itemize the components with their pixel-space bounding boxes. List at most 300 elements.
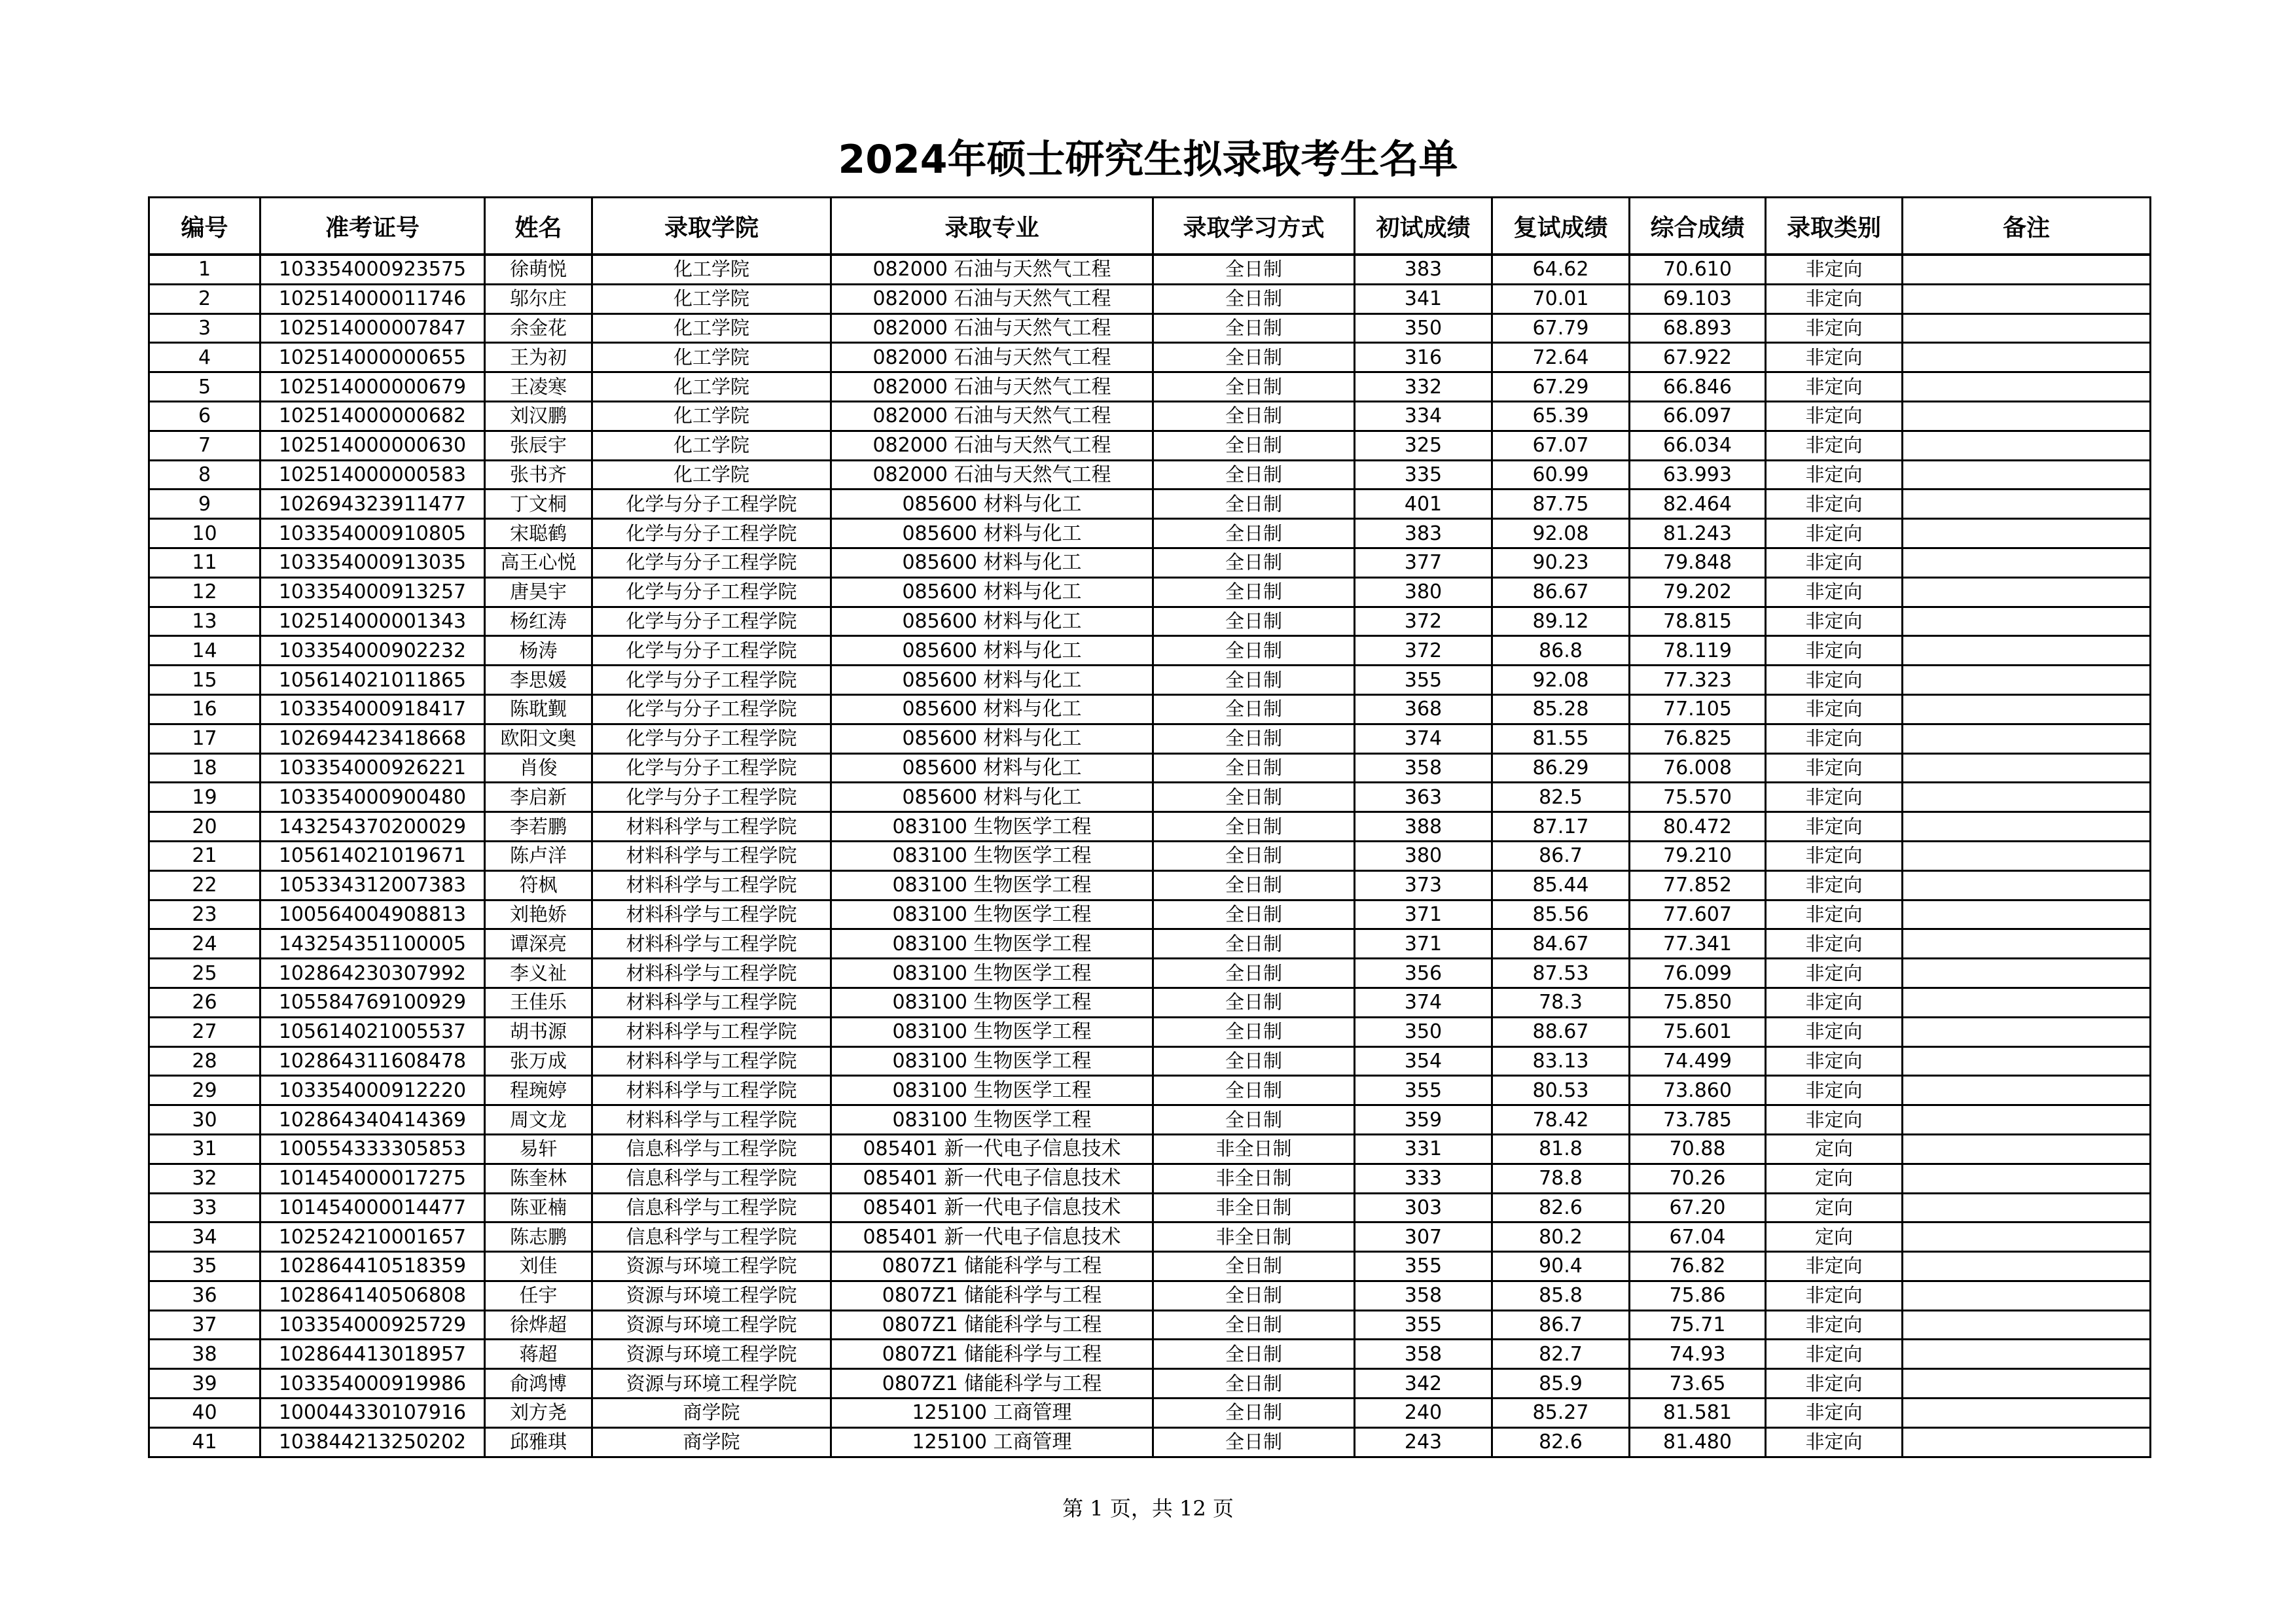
cell-number: 16 — [149, 694, 260, 724]
cell-remarks — [1903, 1310, 2151, 1340]
cell-number: 34 — [149, 1222, 260, 1252]
cell-college: 化工学院 — [592, 343, 831, 372]
table-row — [149, 783, 2151, 812]
cell-exam-id: 102514000000655 — [260, 343, 485, 372]
cell-exam-id: 101454000014477 — [260, 1193, 485, 1222]
cell-remarks — [1903, 1340, 2151, 1369]
cell-initial-score: 380 — [1355, 577, 1492, 607]
header-col-remarks: 备注 — [1903, 198, 2151, 255]
cell-exam-id: 101454000017275 — [260, 1164, 485, 1193]
cell-major: 085401 新一代电子信息技术 — [831, 1164, 1153, 1193]
table-row — [149, 284, 2151, 313]
cell-major: 082000 石油与天然气工程 — [831, 431, 1153, 460]
table-header-row — [149, 198, 2151, 255]
cell-exam-id: 103354000910805 — [260, 519, 485, 548]
cell-name: 高王心悦 — [485, 548, 592, 577]
cell-initial-score: 383 — [1355, 255, 1492, 284]
cell-total-score: 74.499 — [1630, 1046, 1766, 1076]
cell-study-mode: 全日制 — [1153, 490, 1355, 519]
cell-number: 37 — [149, 1310, 260, 1340]
cell-remarks — [1903, 1193, 2151, 1222]
cell-major: 083100 生物医学工程 — [831, 1076, 1153, 1105]
cell-study-mode: 全日制 — [1153, 870, 1355, 900]
table-row — [149, 1017, 2151, 1046]
table-row — [149, 929, 2151, 959]
cell-admission-type: 定向 — [1766, 1193, 1903, 1222]
cell-college: 化学与分子工程学院 — [592, 724, 831, 753]
cell-major: 0807Z1 储能科学与工程 — [831, 1340, 1153, 1369]
cell-study-mode: 全日制 — [1153, 1252, 1355, 1281]
cell-retest-score: 78.3 — [1492, 988, 1630, 1017]
cell-college: 化工学院 — [592, 313, 831, 343]
cell-total-score: 68.893 — [1630, 313, 1766, 343]
cell-major: 125100 工商管理 — [831, 1399, 1153, 1428]
cell-admission-type: 非定向 — [1766, 959, 1903, 988]
cell-retest-score: 78.8 — [1492, 1164, 1630, 1193]
cell-name: 杨涛 — [485, 636, 592, 666]
cell-college: 资源与环境工程学院 — [592, 1340, 831, 1369]
cell-admission-type: 非定向 — [1766, 284, 1903, 313]
cell-major: 082000 石油与天然气工程 — [831, 460, 1153, 490]
table-row — [149, 1369, 2151, 1399]
cell-initial-score: 372 — [1355, 607, 1492, 636]
cell-name: 李思媛 — [485, 666, 592, 695]
cell-remarks — [1903, 666, 2151, 695]
cell-name: 邱雅琪 — [485, 1427, 592, 1457]
table-body — [149, 255, 2151, 1457]
cell-number: 38 — [149, 1340, 260, 1369]
cell-name: 李义祉 — [485, 959, 592, 988]
cell-college: 化学与分子工程学院 — [592, 636, 831, 666]
cell-number: 25 — [149, 959, 260, 988]
cell-exam-id: 103354000926221 — [260, 753, 485, 783]
cell-major: 083100 生物医学工程 — [831, 1017, 1153, 1046]
cell-exam-id: 102864140506808 — [260, 1281, 485, 1310]
cell-admission-type: 非定向 — [1766, 255, 1903, 284]
cell-retest-score: 86.7 — [1492, 1310, 1630, 1340]
cell-college: 资源与环境工程学院 — [592, 1369, 831, 1399]
cell-name: 王为初 — [485, 343, 592, 372]
cell-college: 材料科学与工程学院 — [592, 929, 831, 959]
cell-exam-id: 103354000912220 — [260, 1076, 485, 1105]
cell-total-score: 75.86 — [1630, 1281, 1766, 1310]
cell-exam-id: 105614021019671 — [260, 841, 485, 870]
cell-number: 26 — [149, 988, 260, 1017]
cell-study-mode: 全日制 — [1153, 519, 1355, 548]
cell-college: 化学与分子工程学院 — [592, 548, 831, 577]
cell-major: 085600 材料与化工 — [831, 607, 1153, 636]
cell-retest-score: 80.53 — [1492, 1076, 1630, 1105]
cell-number: 8 — [149, 460, 260, 490]
cell-number: 3 — [149, 313, 260, 343]
cell-study-mode: 全日制 — [1153, 401, 1355, 431]
cell-initial-score: 363 — [1355, 783, 1492, 812]
cell-admission-type: 非定向 — [1766, 1281, 1903, 1310]
cell-college: 材料科学与工程学院 — [592, 959, 831, 988]
cell-retest-score: 87.17 — [1492, 812, 1630, 842]
cell-exam-id: 103354000902232 — [260, 636, 485, 666]
cell-name: 张书齐 — [485, 460, 592, 490]
cell-total-score: 67.922 — [1630, 343, 1766, 372]
cell-major: 085600 材料与化工 — [831, 724, 1153, 753]
cell-name: 王佳乐 — [485, 988, 592, 1017]
cell-initial-score: 377 — [1355, 548, 1492, 577]
cell-retest-score: 92.08 — [1492, 666, 1630, 695]
cell-admission-type: 定向 — [1766, 1134, 1903, 1164]
header-col-major: 录取专业 — [831, 198, 1153, 255]
cell-total-score: 77.852 — [1630, 870, 1766, 900]
cell-remarks — [1903, 1076, 2151, 1105]
cell-major: 082000 石油与天然气工程 — [831, 255, 1153, 284]
cell-total-score: 76.825 — [1630, 724, 1766, 753]
table-row — [149, 255, 2151, 284]
cell-number: 39 — [149, 1369, 260, 1399]
cell-initial-score: 350 — [1355, 1017, 1492, 1046]
cell-exam-id: 102514000011746 — [260, 284, 485, 313]
cell-exam-id: 100044330107916 — [260, 1399, 485, 1428]
cell-college: 商学院 — [592, 1399, 831, 1428]
cell-major: 0807Z1 储能科学与工程 — [831, 1281, 1153, 1310]
cell-number: 33 — [149, 1193, 260, 1222]
cell-initial-score: 401 — [1355, 490, 1492, 519]
cell-retest-score: 85.44 — [1492, 870, 1630, 900]
cell-retest-score: 67.79 — [1492, 313, 1630, 343]
table-row — [149, 1281, 2151, 1310]
cell-initial-score: 356 — [1355, 959, 1492, 988]
table-row — [149, 988, 2151, 1017]
cell-college: 化学与分子工程学院 — [592, 519, 831, 548]
cell-number: 20 — [149, 812, 260, 842]
cell-college: 信息科学与工程学院 — [592, 1193, 831, 1222]
table-row — [149, 812, 2151, 842]
cell-number: 6 — [149, 401, 260, 431]
cell-initial-score: 371 — [1355, 929, 1492, 959]
cell-name: 肖俊 — [485, 753, 592, 783]
cell-major: 083100 生物医学工程 — [831, 959, 1153, 988]
cell-college: 材料科学与工程学院 — [592, 1046, 831, 1076]
cell-major: 085600 材料与化工 — [831, 783, 1153, 812]
cell-study-mode: 全日制 — [1153, 900, 1355, 929]
cell-retest-score: 88.67 — [1492, 1017, 1630, 1046]
cell-major: 085600 材料与化工 — [831, 519, 1153, 548]
cell-exam-id: 102514000000682 — [260, 401, 485, 431]
cell-total-score: 70.88 — [1630, 1134, 1766, 1164]
header-col-number: 编号 — [149, 198, 260, 255]
cell-exam-id: 102864340414369 — [260, 1105, 485, 1135]
cell-total-score: 75.850 — [1630, 988, 1766, 1017]
cell-major: 083100 生物医学工程 — [831, 988, 1153, 1017]
cell-initial-score: 240 — [1355, 1399, 1492, 1428]
cell-college: 化工学院 — [592, 255, 831, 284]
cell-total-score: 76.008 — [1630, 753, 1766, 783]
cell-total-score: 73.65 — [1630, 1369, 1766, 1399]
cell-name: 蒋超 — [485, 1340, 592, 1369]
cell-retest-score: 86.7 — [1492, 841, 1630, 870]
cell-remarks — [1903, 548, 2151, 577]
cell-admission-type: 非定向 — [1766, 401, 1903, 431]
cell-major: 0807Z1 储能科学与工程 — [831, 1369, 1153, 1399]
cell-exam-id: 143254351100005 — [260, 929, 485, 959]
header-col-total-score: 综合成绩 — [1630, 198, 1766, 255]
cell-name: 唐昊宇 — [485, 577, 592, 607]
cell-admission-type: 非定向 — [1766, 372, 1903, 402]
cell-exam-id: 105584769100929 — [260, 988, 485, 1017]
cell-study-mode: 全日制 — [1153, 694, 1355, 724]
cell-remarks — [1903, 431, 2151, 460]
cell-remarks — [1903, 841, 2151, 870]
cell-admission-type: 非定向 — [1766, 1427, 1903, 1457]
cell-number: 10 — [149, 519, 260, 548]
cell-initial-score: 316 — [1355, 343, 1492, 372]
cell-study-mode: 全日制 — [1153, 1076, 1355, 1105]
cell-retest-score: 90.23 — [1492, 548, 1630, 577]
cell-exam-id: 103354000918417 — [260, 694, 485, 724]
cell-name: 刘汉鹏 — [485, 401, 592, 431]
table-row — [149, 372, 2151, 402]
cell-major: 085600 材料与化工 — [831, 490, 1153, 519]
cell-remarks — [1903, 255, 2151, 284]
cell-total-score: 77.105 — [1630, 694, 1766, 724]
cell-college: 信息科学与工程学院 — [592, 1134, 831, 1164]
cell-admission-type: 非定向 — [1766, 519, 1903, 548]
cell-number: 5 — [149, 372, 260, 402]
cell-exam-id: 105614021011865 — [260, 666, 485, 695]
cell-exam-id: 105334312007383 — [260, 870, 485, 900]
cell-initial-score: 380 — [1355, 841, 1492, 870]
cell-exam-id: 102514000001343 — [260, 607, 485, 636]
cell-retest-score: 67.29 — [1492, 372, 1630, 402]
cell-initial-score: 332 — [1355, 372, 1492, 402]
cell-name: 陈亚楠 — [485, 1193, 592, 1222]
cell-total-score: 82.464 — [1630, 490, 1766, 519]
cell-name: 俞鸿博 — [485, 1369, 592, 1399]
cell-remarks — [1903, 724, 2151, 753]
cell-remarks — [1903, 1399, 2151, 1428]
cell-name: 邬尔庄 — [485, 284, 592, 313]
cell-study-mode: 全日制 — [1153, 1017, 1355, 1046]
cell-study-mode: 全日制 — [1153, 636, 1355, 666]
cell-total-score: 66.846 — [1630, 372, 1766, 402]
page-footer: 第 1 页，共 12 页 — [1062, 1496, 1234, 1521]
cell-initial-score: 355 — [1355, 1076, 1492, 1105]
cell-major: 082000 石油与天然气工程 — [831, 313, 1153, 343]
cell-study-mode: 全日制 — [1153, 959, 1355, 988]
cell-college: 商学院 — [592, 1427, 831, 1457]
cell-remarks — [1903, 577, 2151, 607]
cell-remarks — [1903, 1281, 2151, 1310]
cell-initial-score: 355 — [1355, 1310, 1492, 1340]
cell-major: 0807Z1 储能科学与工程 — [831, 1310, 1153, 1340]
cell-remarks — [1903, 1046, 2151, 1076]
cell-study-mode: 非全日制 — [1153, 1134, 1355, 1164]
cell-total-score: 70.610 — [1630, 255, 1766, 284]
cell-total-score: 79.210 — [1630, 841, 1766, 870]
table-row — [149, 431, 2151, 460]
cell-college: 化学与分子工程学院 — [592, 666, 831, 695]
cell-initial-score: 333 — [1355, 1164, 1492, 1193]
cell-number: 17 — [149, 724, 260, 753]
table-row — [149, 1310, 2151, 1340]
cell-study-mode: 全日制 — [1153, 753, 1355, 783]
cell-number: 21 — [149, 841, 260, 870]
cell-exam-id: 102514000000679 — [260, 372, 485, 402]
table-row — [149, 548, 2151, 577]
cell-study-mode: 全日制 — [1153, 372, 1355, 402]
cell-major: 082000 石油与天然气工程 — [831, 401, 1153, 431]
cell-number: 11 — [149, 548, 260, 577]
cell-number: 13 — [149, 607, 260, 636]
header-col-college: 录取学院 — [592, 198, 831, 255]
cell-exam-id: 102524210001657 — [260, 1222, 485, 1252]
cell-major: 125100 工商管理 — [831, 1427, 1153, 1457]
cell-name: 徐烨超 — [485, 1310, 592, 1340]
cell-admission-type: 非定向 — [1766, 548, 1903, 577]
cell-college: 化工学院 — [592, 431, 831, 460]
cell-study-mode: 全日制 — [1153, 1369, 1355, 1399]
cell-name: 欧阳文奥 — [485, 724, 592, 753]
cell-admission-type: 非定向 — [1766, 607, 1903, 636]
cell-study-mode: 全日制 — [1153, 783, 1355, 812]
cell-exam-id: 143254370200029 — [260, 812, 485, 842]
cell-retest-score: 82.6 — [1492, 1193, 1630, 1222]
cell-exam-id: 102514000000630 — [260, 431, 485, 460]
table-row — [149, 1164, 2151, 1193]
cell-admission-type: 非定向 — [1766, 841, 1903, 870]
cell-total-score: 67.04 — [1630, 1222, 1766, 1252]
cell-remarks — [1903, 636, 2151, 666]
table-row — [149, 577, 2151, 607]
cell-name: 陈奎林 — [485, 1164, 592, 1193]
cell-name: 张万成 — [485, 1046, 592, 1076]
cell-remarks — [1903, 372, 2151, 402]
cell-retest-score: 65.39 — [1492, 401, 1630, 431]
cell-study-mode: 全日制 — [1153, 343, 1355, 372]
cell-retest-score: 60.99 — [1492, 460, 1630, 490]
cell-initial-score: 358 — [1355, 1340, 1492, 1369]
cell-name: 刘方尧 — [485, 1399, 592, 1428]
cell-admission-type: 非定向 — [1766, 1105, 1903, 1135]
cell-major: 085600 材料与化工 — [831, 694, 1153, 724]
table-row — [149, 519, 2151, 548]
table-row — [149, 1427, 2151, 1457]
cell-major: 082000 石油与天然气工程 — [831, 372, 1153, 402]
cell-exam-id: 103354000919986 — [260, 1369, 485, 1399]
cell-remarks — [1903, 959, 2151, 988]
cell-college: 信息科学与工程学院 — [592, 1222, 831, 1252]
cell-initial-score: 383 — [1355, 519, 1492, 548]
cell-total-score: 66.034 — [1630, 431, 1766, 460]
table-row — [149, 1076, 2151, 1105]
table-row — [149, 724, 2151, 753]
cell-number: 1 — [149, 255, 260, 284]
cell-retest-score: 85.56 — [1492, 900, 1630, 929]
cell-name: 陈耽觐 — [485, 694, 592, 724]
cell-name: 刘佳 — [485, 1252, 592, 1281]
cell-admission-type: 非定向 — [1766, 988, 1903, 1017]
cell-college: 化学与分子工程学院 — [592, 577, 831, 607]
cell-major: 083100 生物医学工程 — [831, 870, 1153, 900]
cell-admission-type: 非定向 — [1766, 753, 1903, 783]
cell-study-mode: 全日制 — [1153, 313, 1355, 343]
cell-remarks — [1903, 1164, 2151, 1193]
cell-college: 资源与环境工程学院 — [592, 1281, 831, 1310]
table-row — [149, 313, 2151, 343]
cell-study-mode: 全日制 — [1153, 1399, 1355, 1428]
cell-remarks — [1903, 753, 2151, 783]
table-row — [149, 1222, 2151, 1252]
cell-remarks — [1903, 519, 2151, 548]
cell-retest-score: 90.4 — [1492, 1252, 1630, 1281]
header-col-retest-score: 复试成绩 — [1492, 198, 1630, 255]
cell-name: 周文龙 — [485, 1105, 592, 1135]
cell-total-score: 74.93 — [1630, 1340, 1766, 1369]
cell-exam-id: 102864230307992 — [260, 959, 485, 988]
cell-college: 材料科学与工程学院 — [592, 900, 831, 929]
cell-admission-type: 非定向 — [1766, 812, 1903, 842]
cell-college: 化学与分子工程学院 — [592, 607, 831, 636]
cell-college: 材料科学与工程学院 — [592, 1076, 831, 1105]
table-row — [149, 1193, 2151, 1222]
cell-admission-type: 非定向 — [1766, 1017, 1903, 1046]
cell-admission-type: 非定向 — [1766, 431, 1903, 460]
cell-admission-type: 非定向 — [1766, 1310, 1903, 1340]
cell-study-mode: 非全日制 — [1153, 1193, 1355, 1222]
table-row — [149, 401, 2151, 431]
cell-exam-id: 100554333305853 — [260, 1134, 485, 1164]
cell-total-score: 81.480 — [1630, 1427, 1766, 1457]
cell-number: 23 — [149, 900, 260, 929]
cell-name: 胡书源 — [485, 1017, 592, 1046]
cell-initial-score: 334 — [1355, 401, 1492, 431]
cell-remarks — [1903, 1105, 2151, 1135]
cell-admission-type: 非定向 — [1766, 929, 1903, 959]
cell-retest-score: 85.9 — [1492, 1369, 1630, 1399]
cell-retest-score: 85.8 — [1492, 1281, 1630, 1310]
cell-exam-id: 100564004908813 — [260, 900, 485, 929]
cell-remarks — [1903, 1427, 2151, 1457]
header-col-initial-score: 初试成绩 — [1355, 198, 1492, 255]
table-row — [149, 607, 2151, 636]
cell-study-mode: 全日制 — [1153, 607, 1355, 636]
cell-retest-score: 82.6 — [1492, 1427, 1630, 1457]
cell-exam-id: 105614021005537 — [260, 1017, 485, 1046]
cell-retest-score: 86.67 — [1492, 577, 1630, 607]
table-row — [149, 1340, 2151, 1369]
cell-total-score: 73.785 — [1630, 1105, 1766, 1135]
cell-number: 22 — [149, 870, 260, 900]
cell-retest-score: 92.08 — [1492, 519, 1630, 548]
cell-initial-score: 355 — [1355, 666, 1492, 695]
cell-total-score: 78.119 — [1630, 636, 1766, 666]
cell-number: 7 — [149, 431, 260, 460]
cell-initial-score: 374 — [1355, 724, 1492, 753]
cell-remarks — [1903, 1017, 2151, 1046]
cell-admission-type: 非定向 — [1766, 870, 1903, 900]
cell-major: 082000 石油与天然气工程 — [831, 343, 1153, 372]
cell-name: 杨红涛 — [485, 607, 592, 636]
cell-initial-score: 355 — [1355, 1252, 1492, 1281]
cell-exam-id: 102864413018957 — [260, 1340, 485, 1369]
cell-study-mode: 全日制 — [1153, 724, 1355, 753]
cell-major: 085401 新一代电子信息技术 — [831, 1222, 1153, 1252]
cell-retest-score: 67.07 — [1492, 431, 1630, 460]
cell-study-mode: 全日制 — [1153, 1340, 1355, 1369]
cell-study-mode: 全日制 — [1153, 1281, 1355, 1310]
cell-total-score: 81.581 — [1630, 1399, 1766, 1428]
cell-name: 易轩 — [485, 1134, 592, 1164]
cell-major: 083100 生物医学工程 — [831, 929, 1153, 959]
cell-remarks — [1903, 694, 2151, 724]
